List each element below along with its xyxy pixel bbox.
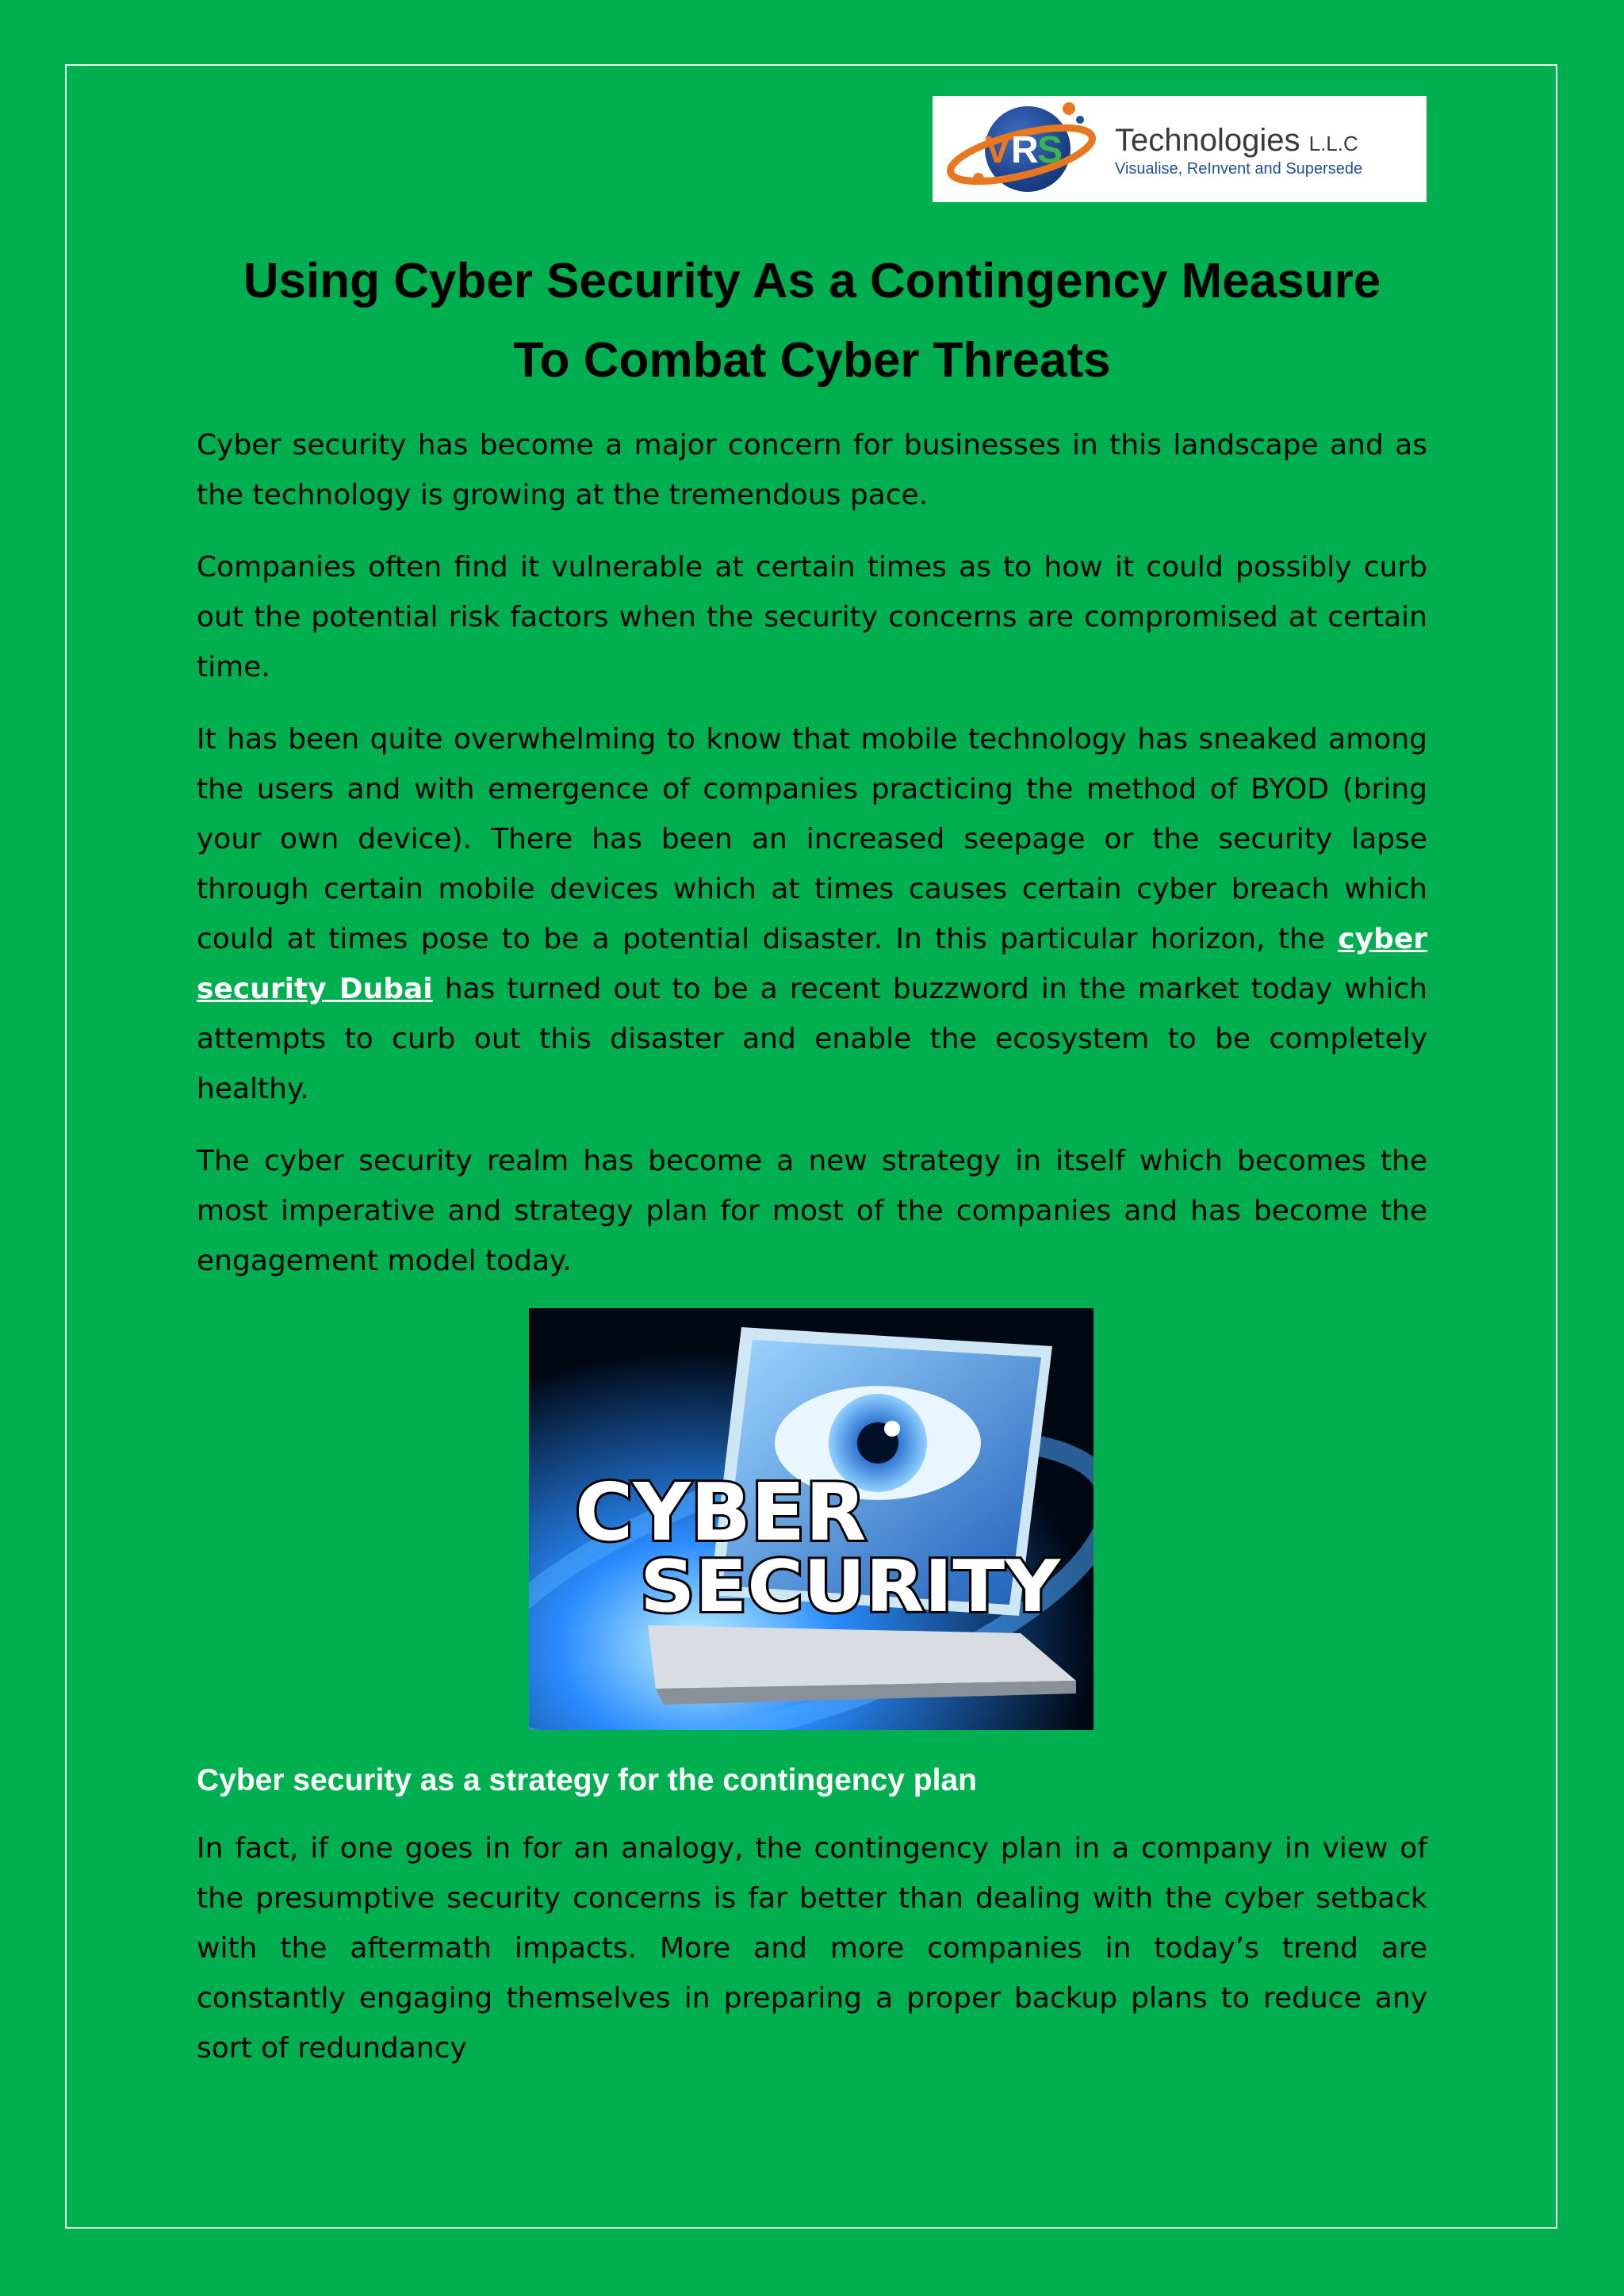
- company-logo: [933, 96, 1427, 202]
- title-line-2: To Combat Cyber Threats: [513, 333, 1111, 388]
- paragraph-2: Companies often find it vulnerable at certain times as to how it could possibly curb out the potential risk factors when the security concerns are compromised at certain time.: [197, 551, 1427, 683]
- paragraph-4: The cyber security realm has become a new strategy in itself which becomes the most imperative and strategy plan for most of the companies and has become the engagement model today.: [197, 1145, 1427, 1277]
- svg-text:V: V: [985, 129, 1011, 171]
- article-body: [197, 420, 1427, 2095]
- cyber-security-dubai-link[interactable]: cyber security Dubai: [197, 923, 1427, 1005]
- image-word-cyber: CYBER: [575, 1466, 867, 1559]
- svg-text:S: S: [1037, 129, 1063, 171]
- paragraph-1: Cyber security has become a major concern for businesses in this landscape and as the technology is growing at the tremendous pace.: [197, 429, 1427, 511]
- paragraph-5: In fact, if one goes in for an analogy, the contingency plan in a company in view of the presumptive security concerns is far better than dealing with the cyber setback with the aftermath impacts. More and more companies in today’s trend are constantly engaging themselves in preparing a proper backup plans to reduce any sort of redundancy: [197, 1832, 1427, 2064]
- section-heading: Cyber security as a strategy for the contingency plan: [197, 1763, 977, 1797]
- page-title: [159, 242, 1465, 400]
- logo-company-name: Technologies L.L.C: [1115, 123, 1358, 158]
- cyber-security-image: [529, 1308, 1094, 1730]
- logo-tagline: Visualise, ReInvent and Supersede: [1115, 160, 1363, 178]
- title-line-1: Using Cyber Security As a Contingency Measure: [243, 254, 1381, 308]
- image-word-security: SECURITY: [640, 1545, 1062, 1628]
- paragraph-3: It has been quite overwhelming to know that mobile technology has sneaked among the users and with emergence of companies practicing the method of BYOD (bring your own device). There has been an increased seepage or the security lapse through certain mobile devices which at times causes certain cyber breach which could at times pose to be a potential disaster. In this particular horizon, the cyber security Dubai has turned out to be a recent buzzword in the market today which attempts to curb out this disaster and enable the ecosystem to be completely healthy.: [197, 723, 1428, 1105]
- svg-text:R: R: [1011, 129, 1039, 171]
